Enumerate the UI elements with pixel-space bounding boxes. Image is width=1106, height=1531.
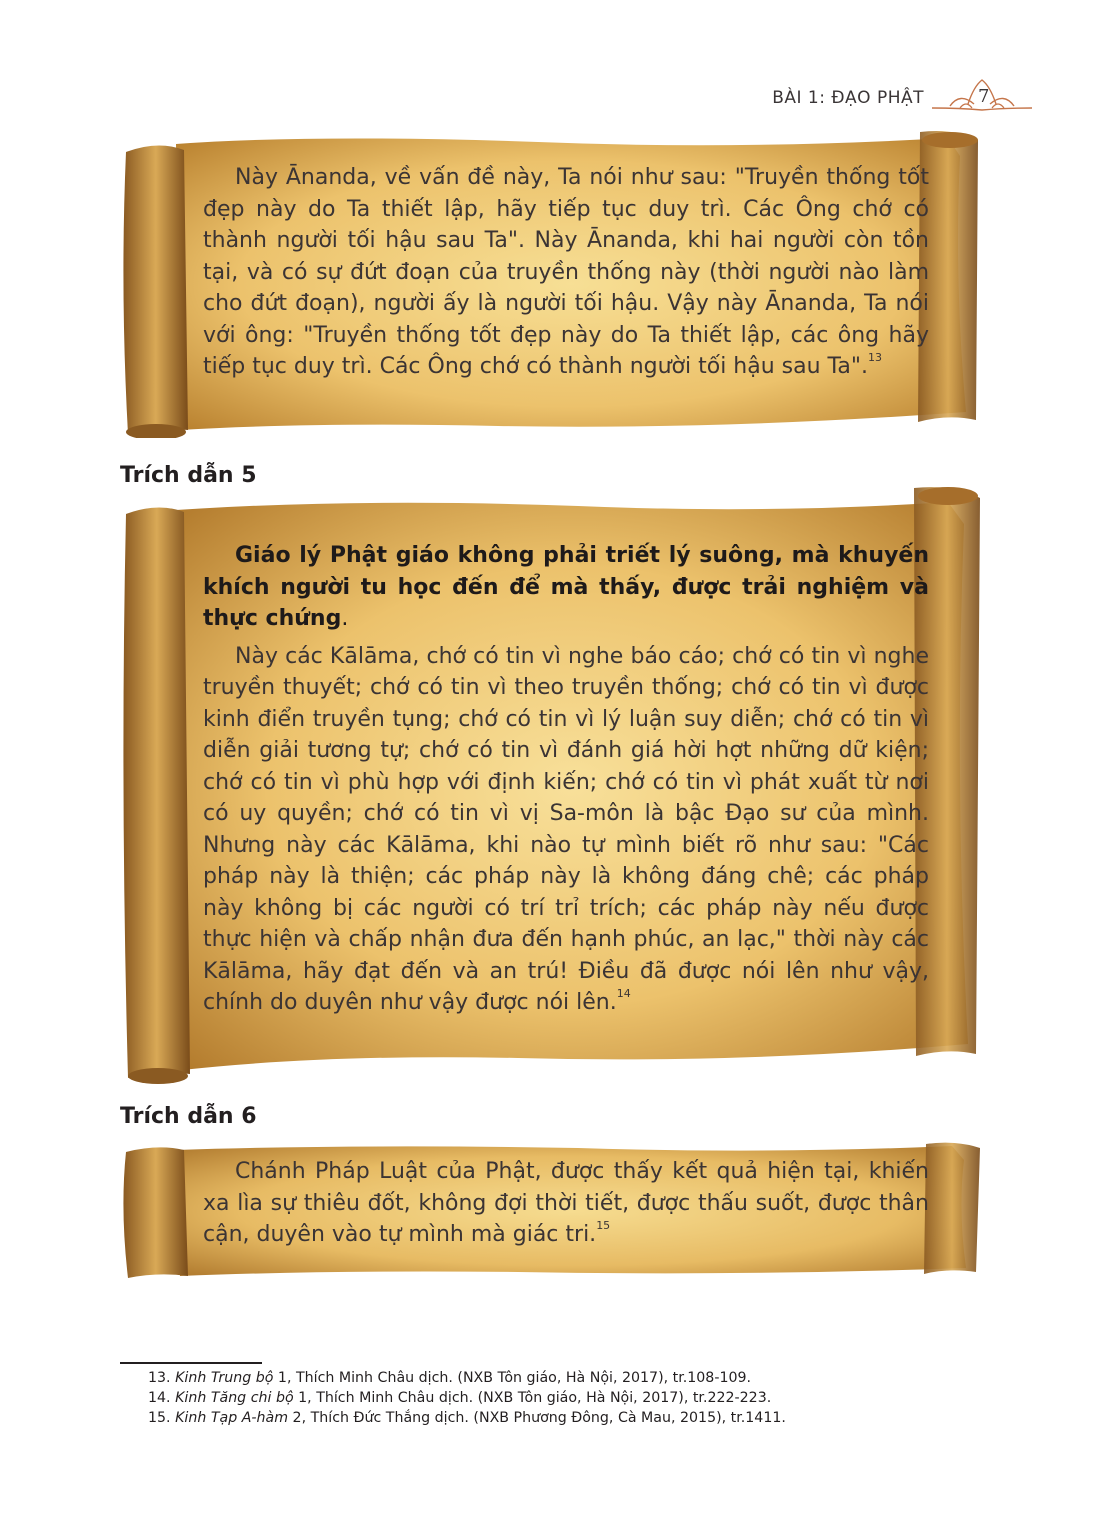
footnote-number: 14. — [148, 1390, 171, 1406]
quote-5-text-block — [203, 540, 929, 1019]
footnote-source-detail: 2, Thích Đức Thắng dịch. (NXB Phương Đông, Cà Mau, 2015), tr.1411. — [288, 1410, 786, 1426]
footnote-number: 15. — [148, 1410, 171, 1426]
quote-4-text-block — [203, 162, 929, 383]
footnote-ref-13[interactable]: 13 — [867, 351, 882, 364]
parchment-scroll-quote-4 — [118, 130, 986, 438]
lotus-ornament-icon — [930, 78, 1034, 118]
footnote-source-title: Kinh Tăng chi bộ — [175, 1390, 294, 1406]
footnote-13 — [148, 1368, 786, 1388]
footnote-ref-15[interactable]: 15 — [596, 1219, 611, 1232]
footnote-source-title: Kinh Trung bộ — [175, 1370, 274, 1386]
footnote-divider — [120, 1362, 262, 1364]
running-header — [772, 78, 1034, 118]
quote-5-lead: Giáo lý Phật giáo không phải triết lý suông, mà khuyến khích người tu học đến để mà thấy, được trải nghiệm và thực chứng — [203, 543, 929, 631]
footnote-source-detail: 1, Thích Minh Châu dịch. (NXB Tôn giáo, Hà Nội, 2017), tr.108-109. — [273, 1370, 752, 1386]
footnote-number: 13. — [148, 1370, 171, 1386]
quote-5-text: Này các Kālāma, chớ có tin vì nghe báo cáo; chớ có tin vì nghe truyền thuyết; chớ có tin vì theo truyền thống; chớ có tin vì được kinh điển truyền tụng; chớ có tin vì lý luận suy diễn; chớ có tin vì diễn giải tương tự; chớ có tin vì đánh giá hời hợt những dữ kiện; chớ có tin vì phù hợp với định kiến; chớ có tin vì phát xuất từ nơi có uy quyền; chớ có tin vì vị Sa-môn là bậc Đạo sư của mình. Nhưng này các Kālāma, khi nào tự mình biết rõ như sau: "Các pháp này là thiện; các pháp này là không đáng chê; các pháp này không bị các người có trí trỉ trích; các pháp này nếu được thực hiện và chấp nhận đưa đến hạnh phúc, an lạc," thời này các Kālāma, hãy đạt đến và an trú! Điều đã được nói lên như vậy, chính do duyên như vậy được nói lên. — [203, 643, 929, 1015]
section-title-6: Trích dẫn 6 — [120, 1104, 257, 1129]
footnote-source-detail: 1, Thích Minh Châu dịch. (NXB Tôn giáo, Hà Nội, 2017), tr.222-223. — [293, 1390, 772, 1406]
quote-5-lead-end: . — [341, 606, 349, 631]
parchment-scroll-quote-5 — [118, 484, 986, 1084]
footnotes — [148, 1368, 786, 1428]
footnote-14 — [148, 1388, 786, 1408]
parchment-scroll-quote-6 — [118, 1140, 986, 1280]
footnote-source-title: Kinh Tạp A-hàm — [175, 1410, 289, 1426]
quote-4-text: Này Ānanda, về vấn đề này, Ta nói như sau: "Truyền thống tốt đẹp này do Ta thiết lập, hãy tiếp tục duy trì. Các Ông chớ có thành người tối hậu sau Ta". Này Ānanda, khi hai người còn tồn tại, và có sự đứt đoạn của truyền thống này (thời người nào làm cho đứt đoạn), người ấy là người tối hậu. Vậy này Ānanda, Ta nói với ông: "Truyền thống tốt đẹp này do Ta thiết lập, các ông hãy tiếp tục duy trì. Các Ông chớ có thành người tối hậu sau Ta". — [203, 165, 929, 379]
footnote-15 — [148, 1408, 786, 1428]
chapter-title: BÀI 1: ĐẠO PHẬT — [772, 88, 924, 108]
footnote-ref-14[interactable]: 14 — [616, 987, 631, 1000]
section-title-5: Trích dẫn 5 — [120, 463, 257, 488]
quote-6-text: Chánh Pháp Luật của Phật, được thấy kết quả hiện tại, khiến xa lìa sự thiêu đốt, không đợi thời tiết, được thấu suốt, được thân cận, duyên vào tự mình mà giác tri. — [203, 1159, 929, 1247]
quote-6-text-block — [203, 1156, 929, 1251]
page-number: 7 — [978, 86, 990, 107]
